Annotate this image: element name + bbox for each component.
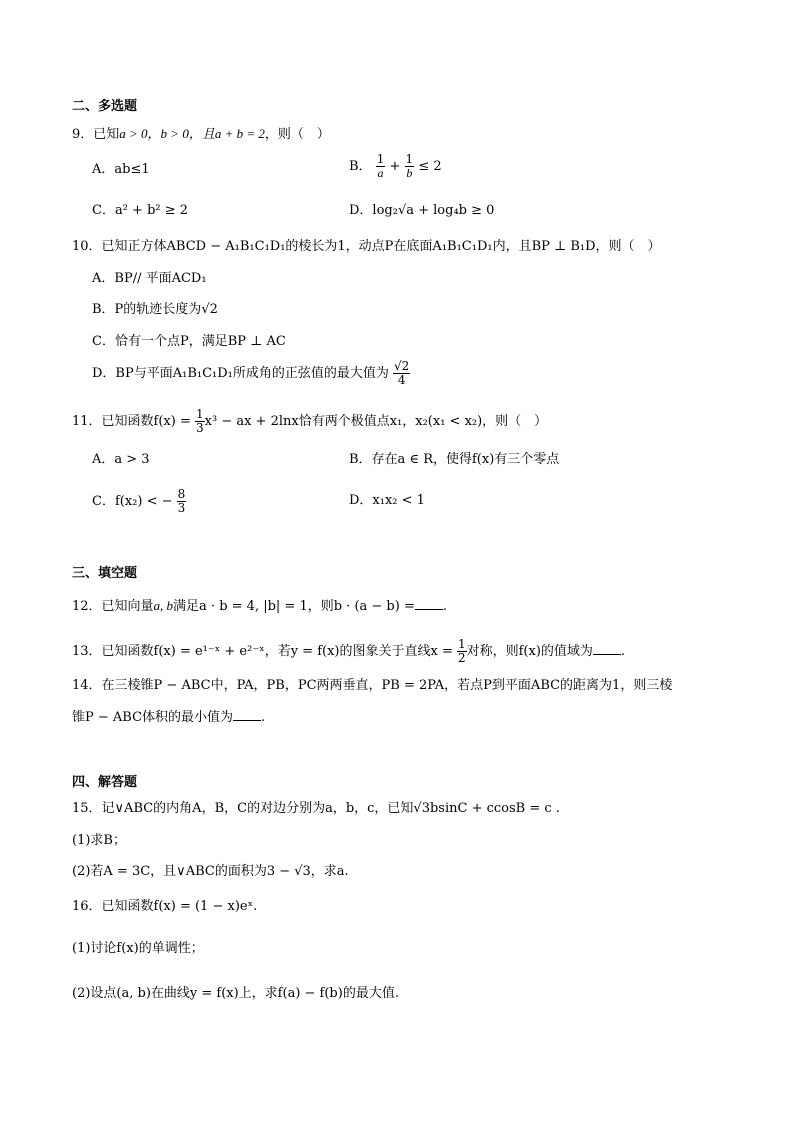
q9-option-c: C．a² + b² ≥ 2 (92, 203, 189, 218)
q11-prefix: 11．已知函数f(x) = (72, 414, 191, 429)
q11-option-c-text: C．f(x₂) < − (92, 494, 173, 509)
q10-option-d-fraction (393, 360, 410, 387)
q9-option-b-tail: ≤ 2 (418, 159, 442, 174)
q10-d-den: 4 (397, 373, 406, 387)
q14-suffix: . (261, 710, 266, 725)
question-15-stem: 15．记∨ABC的内角A，B，C的对边分别为a，b，c，已知√3bsinC + ccosB = c . (72, 801, 560, 816)
question-12-stem (72, 597, 447, 616)
q10-d-num: √2 (394, 359, 410, 373)
q11-option-b: B．存在a ∈ R，使得f(x)有三个零点 (349, 452, 560, 467)
q13-fraction (457, 638, 467, 665)
q10-option-b-value: √2 (201, 302, 218, 317)
q13-answer-blank[interactable] (593, 642, 621, 655)
q13-suffix: . (620, 644, 626, 659)
section-heading-fill-blank: 三、填空题 (72, 566, 138, 581)
question-16-stem: 16．已知函数f(x) = (1 − x)eˣ. (72, 899, 258, 914)
q10-option-b-text: B．P的轨迹长度为 (92, 302, 202, 317)
question-14-line-2 (72, 708, 265, 727)
q11-frac-den: 3 (196, 421, 204, 435)
q12-suffix: . (442, 599, 447, 614)
q9-option-d: D．log₂√a + log₄b ≥ 0 (349, 203, 495, 218)
q15-part-2: (2)若A = 3C，且∨ABC的面积为3 − √3，求a. (72, 864, 349, 879)
q9-prefix: 9．已知 (72, 127, 120, 142)
question-13-stem (72, 638, 625, 665)
q15-part-1: (1)求B； (72, 833, 126, 848)
q9-frac-1-b: $\frac{1}{b}$ (405, 152, 414, 180)
q13-mid: 对称，则f(x)的值域为 (466, 644, 593, 659)
q12-vectors: a, b (153, 598, 174, 613)
q14-prefix: 锥P − ABC体积的最小值为 (72, 710, 234, 725)
question-11-stem (72, 408, 547, 435)
q13-frac-den: 2 (457, 651, 466, 665)
q9-suffix: ，则（ ） (264, 127, 330, 142)
q11-c-num: 8 (177, 487, 186, 501)
q9-option-b: B． $\frac{1}{a}$ + $\frac{1}{b}$ ≤ 2 (349, 152, 442, 180)
q10-option-a: A．BP// 平面ACD₁ (92, 271, 207, 286)
q11-frac-num: 1 (196, 407, 204, 421)
q11-option-c-fraction (177, 488, 187, 515)
q13-prefix: 13．已知函数f(x) = e¹⁻ˣ + e²⁻ˣ，若y = f(x)的图象关于直线x = (72, 644, 453, 659)
q9-condition: a > 0，b > 0，且a + b = 2 (119, 126, 265, 141)
section-heading-solutions: 四、解答题 (72, 775, 138, 790)
question-9-stem (72, 125, 330, 144)
q11-suffix: x³ − ax + 2lnx恰有两个极值点x₁，x₂(x₁ < x₂)，则（ ） (204, 414, 548, 429)
q11-option-a: A．a > 3 (92, 452, 150, 467)
question-10-stem: 10．已知正方体ABCD − A₁B₁C₁D₁的棱长为1，动点P在底面A₁B₁C₁D₁内，且BP ⊥ B₁D，则（ ） (72, 239, 661, 254)
q11-c-den: 3 (177, 501, 186, 515)
q9-option-b-label: B． (349, 159, 372, 174)
q12-answer-blank[interactable] (415, 597, 443, 610)
q11-option-c (92, 488, 186, 515)
q14-answer-blank[interactable] (233, 708, 261, 721)
section-heading-multiple-choice: 二、多选题 (72, 99, 138, 114)
q9-option-a: A．ab≤1 (92, 162, 150, 177)
q12-mid: 满足a · b = 4, |b| = 1，则b · (a − b) = (173, 599, 415, 614)
q10-option-b (92, 301, 218, 319)
q12-prefix: 12．已知向量 (72, 599, 154, 614)
q11-option-d: D．x₁x₂ < 1 (349, 493, 425, 508)
question-14-line-1: 14．在三棱锥P − ABC中，PA，PB，PC两两垂直，PB = 2PA，若点P到平面ABC的距离为1，则三棱 (72, 678, 673, 693)
q10-option-d-text: D．BP与平面A₁B₁C₁D₁所成角的正弦值的最大值为 (92, 366, 389, 381)
q10-option-c: C．恰有一个点P，满足BP ⊥ AC (92, 334, 286, 349)
q9-frac-1-a: $\frac{1}{a}$ (376, 152, 385, 180)
q16-part-1: (1)讨论f(x)的单调性； (72, 941, 204, 956)
q11-fraction (195, 408, 205, 435)
q16-part-2: (2)设点(a, b)在曲线y = f(x)上，求f(a) − f(b)的最大值. (72, 986, 399, 1001)
q13-frac-num: 1 (457, 637, 466, 651)
q10-option-d (92, 360, 410, 387)
